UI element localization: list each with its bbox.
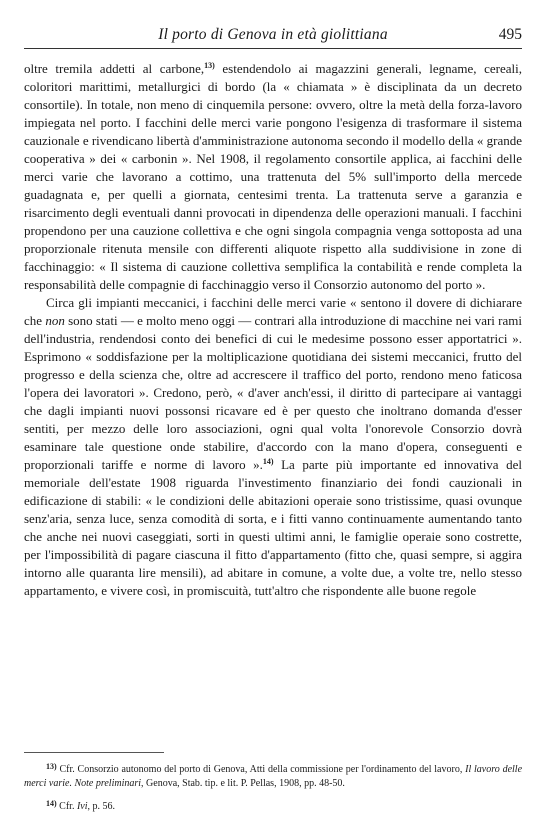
- footnote-14-text-a: Cfr.: [56, 801, 77, 812]
- footnote-ref-14: 14): [262, 457, 274, 466]
- paragraph-1-text-a: oltre tremila addetti al carbone,: [24, 61, 205, 76]
- footnote-13-text-a: Cfr. Consorzio autonomo del porto di Genova, Atti della commissione per l'ordinamento del lavoro,: [56, 764, 466, 775]
- footnotes: [24, 760, 522, 820]
- footnote-13: [24, 760, 522, 791]
- footnote-ref-13: 13): [204, 61, 215, 70]
- paragraph-1-text-b: estendendolo ai magazzini generali, legname, cereali, coloritori marittimi, metallurgici di bordo (la « chiamata » è disciplinata da un decreto consortile). In totale, non meno di cinquemila persone: ovvero, oltre la metà della forza-lavoro impiegata nel porto. I facchini delle merci varie pongono l'esigenza di trasformare il sistema cauzionale e rivendicano libertà d'amministrazione autonoma secondo il modello della « grande cooperativa » dei « carbonin ». Nel 1908, il regolamento consortile applica, ai facchini delle merci varie che lavorano a cottimo, una trattenuta del 5% sull'importo della mercede guadagnata e, per quelli a giornata, centesimi trenta. La trattenuta serve a garanzia e risarcimento degli eventuali danni provocati in dipendenza delle operazioni manuali. I facchini propendono per una cauzione collettiva e che ogni singola compagnia venga sottoposta ad una proporzionale ritenuta mensile con differenti aliquote rispetto alla suddivisione in zone di facchinaggio: « Il sistema di cauzione collettiva semplifica la contabilità e rende completa la responsabilità delle compagnie di facchinaggio verso il Consorzio autonomo del porto ».: [24, 61, 522, 292]
- paragraph-2: [24, 294, 522, 600]
- footnote-14-italic: Ivi: [76, 801, 88, 812]
- footnote-13-italic: Il lavoro delle merci varie. Note preliminari: [24, 764, 523, 789]
- footnote-14: [24, 797, 522, 814]
- paragraph-2-text-b: sono stati — e molto meno oggi — contrari alla introduzione di macchine nei vari rami dell'industria, rendendosi conto dei benefici di cui le medesime possono esser apportatrici ». Esprimono « soddisfazione per la moltiplicazione quotidiana dei sistemi meccanici, frutto del progresso e della scienza che, oltre ad accrescere il traffico del porto, rendono meno faticosa l'opera dei lavoratori ». Credono, però, « d'aver anch'essi, il diritto di partecipare ai vantaggi che dagli impianti nuovi possonsi ricavare ed è per questo che inoltrano domanda d'esser sentiti, per mezzo delle loro associazioni, ogni qual volta l'onorevole Consorzio dovrà esaminare tale questione onde stabilire, d'accordo con la mano d'opera, conseguenti e proporzionali tariffe e norme di lavoro ».: [24, 313, 523, 472]
- running-title: Il porto di Genova in età giolittiana: [158, 26, 388, 43]
- paragraph-2-italic-non: non: [45, 313, 65, 328]
- paragraph-2-text-a: Circa gli impianti meccanici, i facchini delle merci varie « sentono il dovere di dichiarare che: [24, 295, 522, 328]
- footnote-13-mark: 13): [46, 762, 57, 771]
- body-text: [24, 60, 522, 600]
- running-header: [24, 26, 522, 49]
- page-number: 495: [498, 26, 522, 43]
- footnote-separator: [24, 752, 164, 753]
- footnote-13-text-b: , Genova, Stab. tip. e lit. P. Pellas, 1908, pp. 48-50.: [141, 778, 345, 789]
- footnote-14-text-b: , p. 56.: [87, 801, 115, 812]
- footnote-14-mark: 14): [46, 799, 57, 808]
- paragraph-2-text-c: La parte più importante ed innovativa del memoriale dell'estate 1908 riguarda l'investimento finanziario dei fondi cauzionali in edificazione di stabili: « le condizioni delle abitazioni operaie sono tristissime, quasi ovunque senz'aria, senza luce, senza comodità di sorta, e i fitti vanno continuamente aumentando tanto che anche nei nuovi caseggiati, sorti in questi ultimi anni, le famiglie operaie sono costrette, per l'impossibilità di pagare ciascuna il fitto d'appartamento (fitto che, quasi sempre, si aggira intorno alle quaranta lire mensili), ad abitare in comune, a volte due, a volte tre, nello stesso appartamento, e vivere così, in promiscuità, tutt'altro che rispondente alle buone regole: [24, 457, 522, 598]
- paragraph-1: [24, 60, 522, 294]
